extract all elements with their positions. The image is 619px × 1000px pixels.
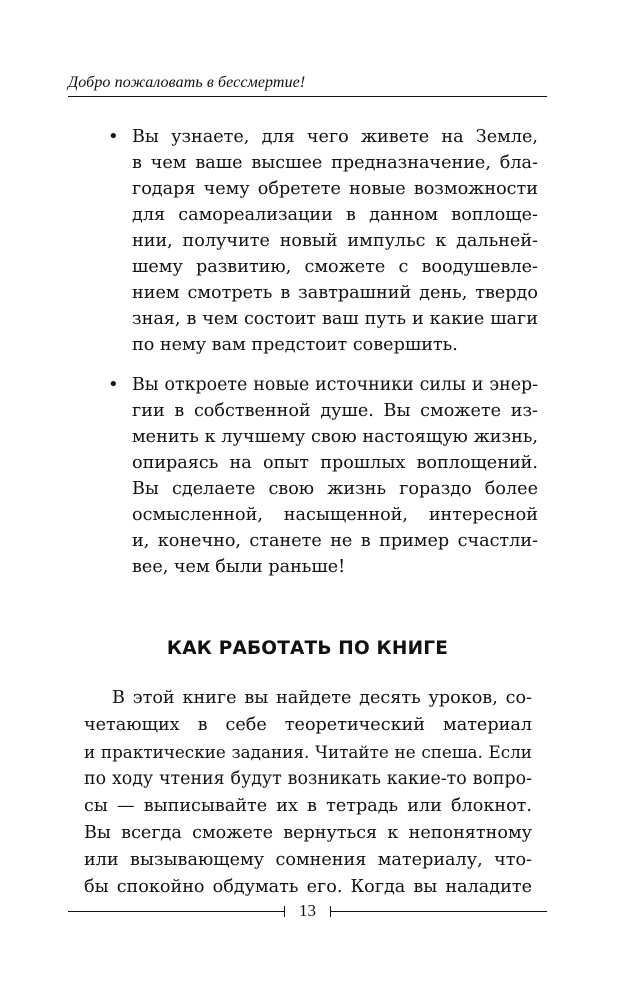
running-title: Добро пожаловать в бессмертие! xyxy=(68,74,306,91)
text-line: вее, чем были раньше! xyxy=(132,557,346,577)
text-line: Вы узнаете, для чего живете на Земле, xyxy=(132,127,538,147)
text-line: четающих в себе теоретический материал xyxy=(84,715,532,735)
text-line: годаря чему обретете новые возможности xyxy=(132,179,538,199)
text-line: нием смотреть в завтрашний день, твердо xyxy=(132,283,538,303)
footer-rule-right xyxy=(330,911,547,912)
bullet-item-2 xyxy=(108,372,538,580)
text-line: осмысленной, насыщенной, интересной xyxy=(132,505,538,525)
bullet-item-1 xyxy=(108,124,538,358)
body-paragraph xyxy=(84,685,532,901)
text-line: сы — выписывайте их в тетрадь или блокнот. xyxy=(84,796,532,816)
text-line: и практические задания. Читайте не спеша. Если xyxy=(84,742,532,762)
text-line: В этой книге вы найдете десять уроков, со- xyxy=(112,688,532,708)
text-line: по нему вам предстоит совершить. xyxy=(132,335,458,355)
text-line: гии в собственной душе. Вы сможете из- xyxy=(132,401,538,421)
text-line: опираясь на опыт прошлых воплощений. xyxy=(132,453,538,473)
text-line: бы спокойно обдумать его. Когда вы наладите xyxy=(84,877,532,897)
bullet-list xyxy=(108,124,538,594)
text-line: менить к лучшему свою настоящую жизнь, xyxy=(132,427,538,447)
text-line: в чем ваше высшее предназначение, бла- xyxy=(132,153,538,173)
bullet-marker: • xyxy=(108,126,119,147)
page-number: 13 xyxy=(299,901,316,920)
text-line: Вы всегда сможете вернуться к непонятному xyxy=(84,823,532,843)
page-footer xyxy=(68,898,547,924)
text-line: по ходу чтения будут возникать какие-то вопро- xyxy=(84,769,532,789)
section-heading: КАК РАБОТАТЬ ПО КНИГЕ xyxy=(166,638,449,659)
text-line: Вы откроете новые источники силы и энер- xyxy=(132,375,538,395)
text-line: нии, получите новый импульс к дальней- xyxy=(132,231,538,251)
text-line: для самореализации в данном воплоще- xyxy=(132,205,538,225)
text-line: или вызывающему сомнения материалу, что- xyxy=(84,850,532,870)
running-header xyxy=(68,72,547,97)
text-line: Вы сделаете свою жизнь гораздо более xyxy=(132,479,538,499)
bullet-marker: • xyxy=(108,374,119,395)
text-line: шему развитию, сможете с воодушевле- xyxy=(132,257,538,277)
text-line: и, конечно, станете не в пример счастли- xyxy=(132,531,538,551)
text-line: зная, в чем состоит ваш путь и какие шаги xyxy=(132,309,538,329)
